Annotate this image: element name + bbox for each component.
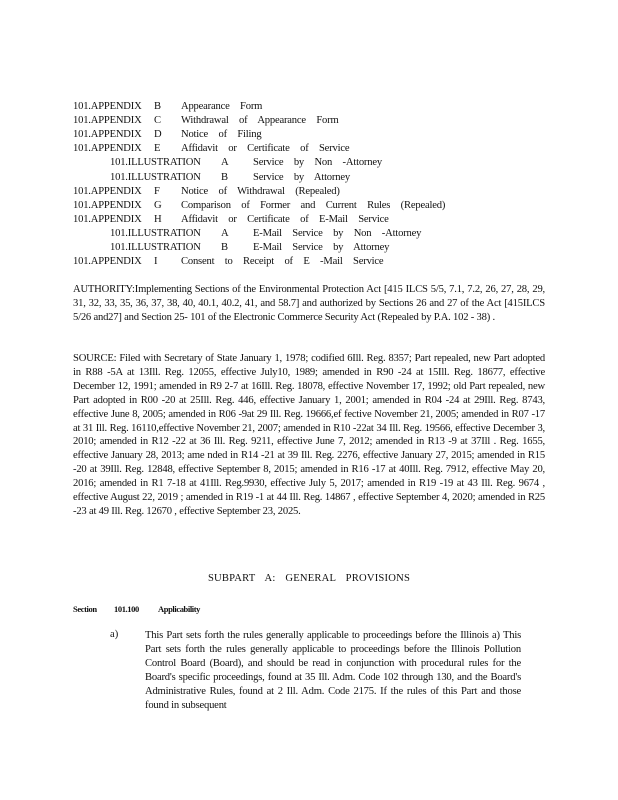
toc-entry-code: 101.APPENDIX xyxy=(73,213,142,225)
toc-entry-letter: C xyxy=(154,115,161,127)
toc-entry-title: Appearance Form xyxy=(181,101,263,112)
toc-entry-title: Service by Attorney xyxy=(253,171,350,183)
toc-entry-code: 101.ILLUSTRATION xyxy=(110,242,201,253)
section-number: 101.100 xyxy=(114,604,139,614)
toc-entry-letter: A xyxy=(221,227,229,239)
toc-entry-code: 101.APPENDIX xyxy=(73,115,142,127)
toc-entry-code: 101.APPENDIX xyxy=(73,185,142,197)
toc-entry-code: 101.APPENDIX xyxy=(73,199,142,211)
toc-entry-letter: G xyxy=(154,199,162,211)
toc-entry-title: Affidavit or Certificate of E-Mail Service xyxy=(181,213,389,225)
toc-entry-title: Comparison of Former and Current Rules (Repealed) xyxy=(181,199,446,211)
toc-entry-letter: I xyxy=(154,256,158,268)
toc-entry-title: Withdrawal of Appearance Form xyxy=(181,115,339,127)
toc-entry-title: Consent to Receipt of E -Mail Service xyxy=(181,256,384,268)
toc-entry-letter: F xyxy=(154,185,160,197)
toc-entry-code: 101.APPENDIX xyxy=(73,129,142,141)
section-label: Section xyxy=(73,604,97,614)
toc-entry-code: 101.APPENDIX xyxy=(73,101,142,112)
subpart-heading: SUBPART A: GENERAL PROVISIONS xyxy=(207,573,411,584)
item-a-label: a) xyxy=(110,629,119,640)
toc-entry-letter: D xyxy=(154,129,162,141)
toc-entry-title: E-Mail Service by Non -Attorney xyxy=(253,227,422,239)
toc-entry-letter: H xyxy=(154,213,162,225)
section-title: Applicability xyxy=(158,604,201,614)
toc-entry-code: 101.ILLUSTRATION xyxy=(110,227,201,239)
toc-entry-letter: B xyxy=(154,101,161,112)
toc-entry-title: Service by Non -Attorney xyxy=(253,157,382,169)
toc-entry-title: Affidavit or Certificate of Service xyxy=(181,143,350,155)
toc-entry-letter: E xyxy=(154,143,161,155)
toc-entry-code: 101.APPENDIX xyxy=(73,143,142,155)
authority-paragraph: AUTHORITY:Implementing Sections of the Environmental Protection Act [415 ILCS 5/5, 7.1, 7.2, 26, 27, 28, 29, 31, 32, 33, 35, 36, 37, 38, 40, 40.1, 40.2, 41, and 58.7] and authorized by Sections 26 and 27 of the Act [415ILCS 5/26 and27] and Section 25- 101 of the Electronic Commerce Security Act (Repealed by P.A. 102 - 38) . xyxy=(73,284,545,323)
toc-entry-title: Notice of Filing xyxy=(181,129,262,141)
toc-entry-letter: B xyxy=(221,242,228,253)
item-a-text: This Part sets forth the rules generally applicable to proceedings before the Illinois a) This Part sets forth the rules generally applicable to proceedings before the Illinois Pollution Control Board (Board), and should be read in conjunction with procedural rules for the Board's specific proceedings, found at 35 Ill. Adm. Code 102 through 130, and the Board's Administrative Rules, found at 2 Ill. Adm. Code 2175. If the rules of this Part and those found in subsequent xyxy=(145,630,521,711)
source-paragraph: SOURCE: Filed with Secretary of State January 1, 1978; codified 6Ill. Reg. 8357; Part repealed, new Part adopted in R88 -5A at 13Ill. Reg. 12055, effective July10, 1989; amended in R90 -24 at 15Ill. Reg. 18677, effective December 12, 1991; amended in R9 2-7 at 16Ill. Reg. 18078, effective November 17, 1992; old Part repealed, new Part adopted in R00 -20 at 25Ill. Reg. 446, effective January 1, 2001; amended in R04 -24 at 29Ill. Reg. 8743, effective June 8, 2005; amended in R06 -9at 29 Ill. Reg. 19666,ef fective November 21, 2005; amended in R07 -17 at 31 Ill. Reg. 16110,effective November 21, 2007; amended in R10 -22at 34 Ill. Reg. 19566, effective December 3, 2010; amended in R12 -22 at 36 Ill. Reg. 9211, effective June 7, 2012; amended in R13 -9 at 37Ill . Reg. 1655, effective January 28, 2013; ame nded in R14 -21 at 39 Ill. Reg. 2276, effective January 27, 2015; amended in R15 -20 at 39Ill. Reg. 12848, effective September 8, 2015; amended in R16 -17 at 40Ill. Reg. 7912, effective May 20, 2016; amended in R1 7-18 at 41Ill. Reg.9930, effective July 5, 2017; amended in R19 -19 at 43 Ill. Reg. 9674 , effective August 22, 2019 ; amended in R19 -1 at 44 Ill. Reg. 14867 , effective September 4, 2020; amended in R25 -23 at 49 Ill. Reg. 12670 , effective September 23, 2025. xyxy=(73,353,545,517)
toc-entry-code: 101.ILLUSTRATION xyxy=(110,171,201,183)
toc-entry-letter: A xyxy=(221,157,229,169)
toc-entry-title: E-Mail Service by Attorney xyxy=(253,242,390,253)
toc-entry-code: 101.ILLUSTRATION xyxy=(110,157,201,169)
toc-entry-letter: B xyxy=(221,171,228,183)
toc-entry-code: 101.APPENDIX xyxy=(73,256,142,268)
toc-entry-title: Notice of Withdrawal (Repealed) xyxy=(181,185,340,197)
